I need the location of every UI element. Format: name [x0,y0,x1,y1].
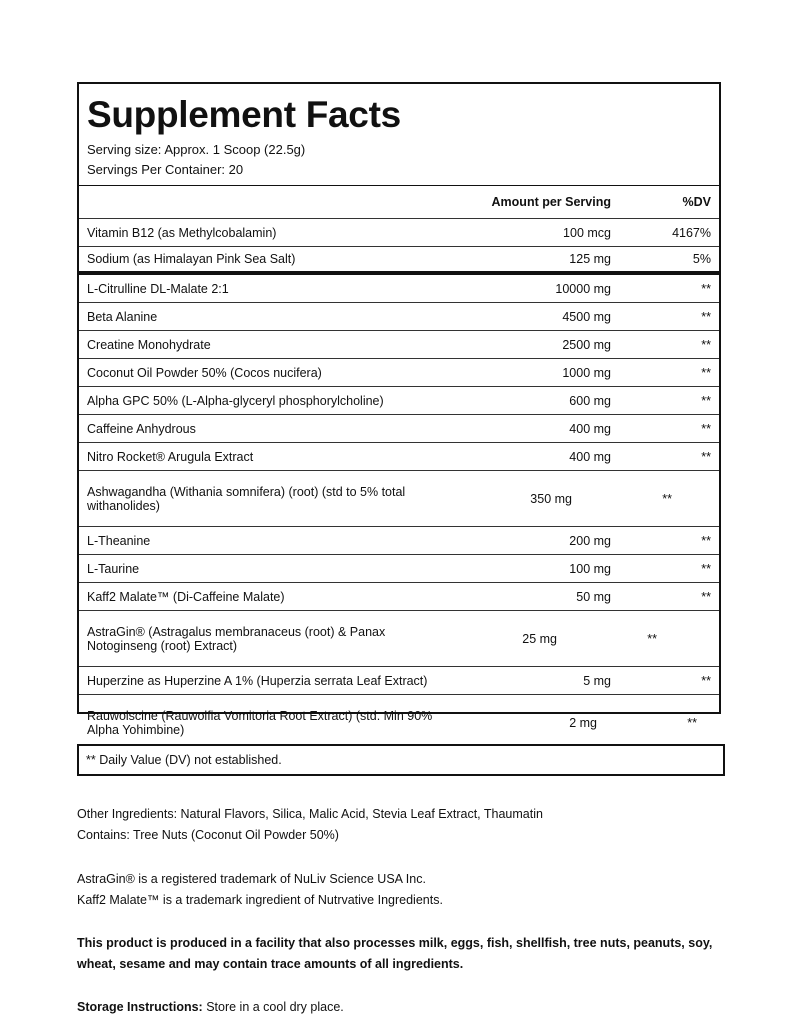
ingredient-name: Nitro Rocket® Arugula Extract [87,449,254,464]
ingredient-amount: 100 mg [569,561,611,576]
ingredient-name: L-Citrulline DL-Malate 2:1 [87,281,229,296]
ingredient-row [79,611,719,667]
dv-header: %DV [682,195,711,209]
ingredient-dv: ** [662,491,672,506]
ingredient-row [79,415,719,443]
column-header-row [79,186,719,219]
nutrient-name: Sodium (as Himalayan Pink Sea Salt) [87,252,296,266]
ingredient-dv: ** [701,337,711,352]
ingredient-row [79,583,719,611]
servings-per-container: Servings Per Container: 20 [87,162,244,177]
trademark-astragin: AstraGin® is a registered trademark of NuLiv Science USA Inc. [77,872,426,886]
facts-title: Supplement Facts [87,94,401,135]
ingredient-amount: 2500 mg [562,337,611,352]
allergen-warning: This product is produced in a facility that also processes milk, eggs, fish, shellfish, tree nuts, peanuts, soy, wheat, sesame and may contain trace amounts of all ingredients. [77,936,713,971]
ingredient-row [79,667,719,695]
ingredient-name: L-Taurine [87,561,140,576]
ingredient-dv: ** [701,393,711,408]
ingredient-amount: 5 mg [583,673,611,688]
ingredient-dv: ** [701,281,711,296]
ingredient-dv: ** [701,309,711,324]
ingredient-amount: 4500 mg [562,309,611,324]
ingredient-dv: ** [687,716,697,730]
ingredient-name: Creatine Monohydrate [87,337,211,352]
nutrient-row [79,219,719,247]
ingredient-name: Rauwolscine (Rauwolfia Vomitoria Root Extract) (std. Min 90% Alpha Yohimbine) [87,709,433,737]
ingredient-dv: ** [647,631,657,646]
nutrient-amount: 100 mcg [563,225,611,240]
ingredient-dv: ** [701,365,711,380]
trademark-kaff2: Kaff2 Malate™ is a trademark ingredient of Nutrvative Ingredients. [77,893,443,907]
ingredient-dv: ** [701,533,711,548]
nutrient-name: Vitamin B12 (as Methylcobalamin) [87,225,277,240]
ingredient-dv: ** [701,673,711,688]
trademark-info [77,869,727,911]
ingredient-dv: ** [701,561,711,576]
ingredient-name: Coconut Oil Powder 50% (Cocos nucifera) [87,365,322,380]
ingredient-row [79,387,719,415]
ingredient-dv: ** [701,589,711,604]
ingredient-amount: 50 mg [576,589,611,604]
ingredient-amount: 400 mg [569,421,611,436]
nutrient-dv: 5% [692,252,711,266]
ingredient-name: Huperzine as Huperzine A 1% (Huperzia serrata Leaf Extract) [87,673,428,688]
ingredient-amount: 200 mg [569,533,611,548]
ingredient-amount: 25 mg [522,631,557,646]
serving-size: Serving size: Approx. 1 Scoop (22.5g) [87,142,306,157]
ingredient-amount: 350 mg [530,491,572,506]
ingredient-row [79,555,719,583]
ingredient-row [79,443,719,471]
ingredient-amount: 400 mg [569,449,611,464]
ingredient-row [79,471,719,527]
storage-instructions [77,997,727,1018]
ingredients-info [77,804,727,846]
ingredient-row [79,275,719,303]
ingredient-amount: 2 mg [569,716,597,730]
ingredient-row [79,331,719,359]
ingredient-dv: ** [701,449,711,464]
other-ingredients: Other Ingredients: Natural Flavors, Silica, Malic Acid, Stevia Leaf Extract, Thaumatin [77,807,543,821]
supplement-facts-panel [77,82,721,737]
storage-text: Store in a cool dry place. [202,1000,344,1014]
contains-allergens: Contains: Tree Nuts (Coconut Oil Powder 50%) [77,828,339,842]
ingredient-name: L-Theanine [87,533,151,548]
ingredient-name: Beta Alanine [87,309,158,324]
ingredient-name: Ashwagandha (Withania somnifera) (root) (std to 5% total withanolides) [87,484,406,513]
daily-value-note: ** Daily Value (DV) not established. [77,744,725,776]
nutrient-amount: 125 mg [569,252,611,266]
ingredient-row [79,359,719,387]
ingredient-name: AstraGin® (Astragalus membranaceus (root) & Panax Notoginseng (root) Extract) [87,624,386,653]
amount-header: Amount per Serving [491,195,611,209]
storage-label: Storage Instructions: [77,1000,203,1014]
nutrient-dv: 4167% [672,225,711,240]
ingredient-name: Kaff2 Malate™ (Di-Caffeine Malate) [87,589,285,604]
ingredient-amount: 1000 mg [562,365,611,380]
ingredient-amount: 600 mg [569,393,611,408]
ingredient-amount: 10000 mg [555,281,611,296]
ingredient-row [79,527,719,555]
ingredient-name: Caffeine Anhydrous [87,421,196,436]
ingredient-row [79,303,719,331]
facts-header [79,84,719,186]
ingredient-dv: ** [701,421,711,436]
nutrient-row [79,247,719,275]
ingredient-row [79,695,719,751]
ingredient-name: Alpha GPC 50% (L-Alpha-glyceryl phosphorylcholine) [87,393,384,408]
